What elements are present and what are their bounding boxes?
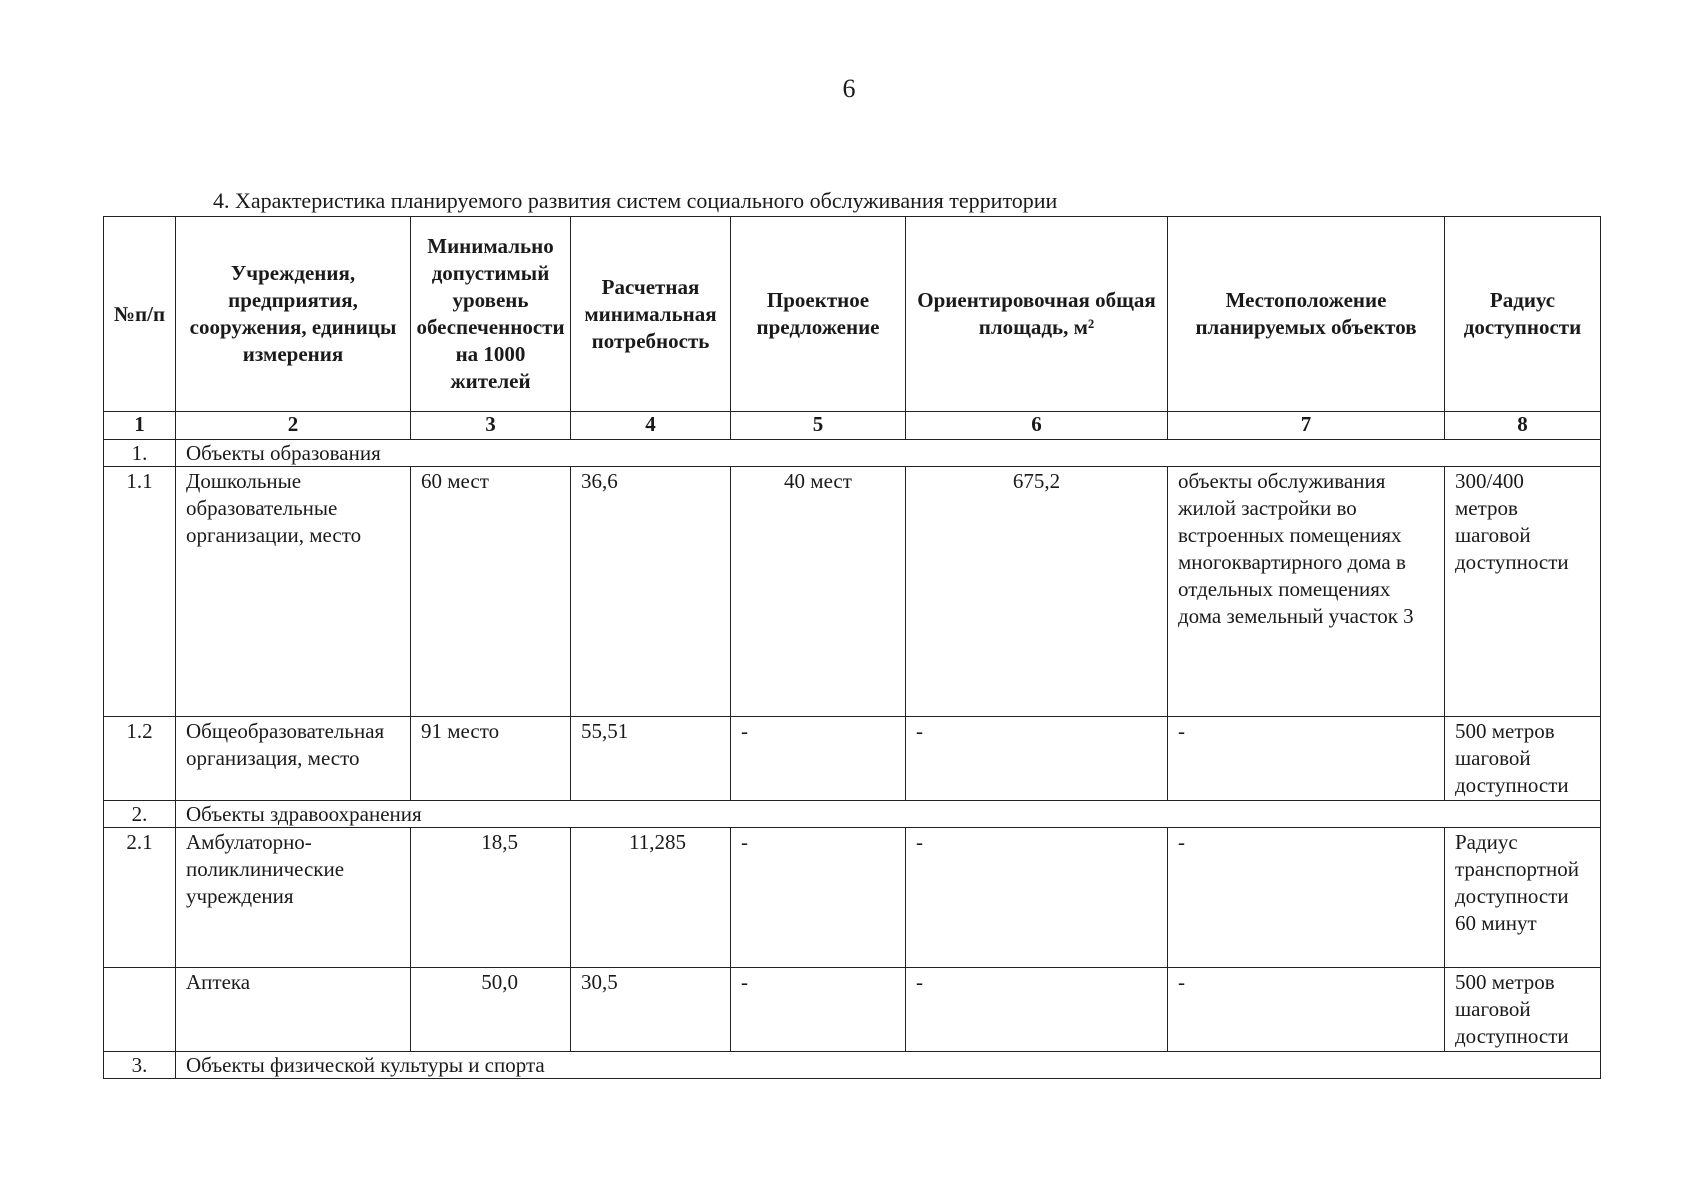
min-level: 18,5 — [411, 828, 571, 968]
section-title: Объекты здравоохранения — [176, 801, 1601, 828]
page-number: 6 — [842, 74, 856, 103]
column-number: 8 — [1445, 412, 1601, 440]
header-location: Местоположение планируемых объектов — [1168, 217, 1445, 412]
calc-need: 36,6 — [571, 467, 731, 717]
social-services-table — [103, 216, 1601, 1079]
proposal: - — [731, 968, 906, 1052]
header-num: №п/п — [104, 217, 176, 412]
radius: 300/400 метров шаговой доступности — [1445, 467, 1601, 717]
column-number: 7 — [1168, 412, 1445, 440]
column-number: 2 — [176, 412, 411, 440]
row-number: 1.1 — [104, 467, 176, 717]
column-number: 5 — [731, 412, 906, 440]
section-number: 1. — [104, 440, 176, 467]
table-row — [104, 968, 1601, 1052]
calc-need: 30,5 — [571, 968, 731, 1052]
table-row — [104, 717, 1601, 801]
min-level: 50,0 — [411, 968, 571, 1052]
institution-name: Дошкольные образовательные организации, место — [176, 467, 411, 717]
institution-name: Амбулаторно-поликлинические учреждения — [176, 828, 411, 968]
section-number: 3. — [104, 1052, 176, 1079]
header-institutions: Учреждения, предприятия, сооружения, единицы измерения — [176, 217, 411, 412]
header-proposal: Проектное предложение — [731, 217, 906, 412]
row-number: 1.2 — [104, 717, 176, 801]
institution-name: Общеобразовательная организация, место — [176, 717, 411, 801]
table-row — [104, 828, 1601, 968]
area: - — [906, 717, 1168, 801]
section-title: Объекты образования — [176, 440, 1601, 467]
section-row-sports — [104, 1052, 1601, 1079]
section-row-education — [104, 440, 1601, 467]
location: - — [1168, 968, 1445, 1052]
table-row — [104, 467, 1601, 717]
location: объекты обслуживания жилой застройки во встроенных помещениях многоквартирного дома в отдельных помещениях дома земельный участок 3 — [1168, 467, 1445, 717]
min-level: 91 место — [411, 717, 571, 801]
proposal: 40 мест — [731, 467, 906, 717]
radius: 500 метров шаговой доступности — [1445, 968, 1601, 1052]
area: - — [906, 828, 1168, 968]
location: - — [1168, 828, 1445, 968]
column-number: 4 — [571, 412, 731, 440]
header-radius: Радиус доступности — [1445, 217, 1601, 412]
location: - — [1168, 717, 1445, 801]
proposal: - — [731, 717, 906, 801]
radius: 500 метров шаговой доступности — [1445, 717, 1601, 801]
column-number: 1 — [104, 412, 176, 440]
radius: Радиус транспортной доступности 60 минут — [1445, 828, 1601, 968]
table-caption: 4. Характеристика планируемого развития систем социального обслуживания территории — [213, 188, 1058, 213]
section-title: Объекты физической культуры и спорта — [176, 1052, 1601, 1079]
column-number: 6 — [906, 412, 1168, 440]
proposal: - — [731, 828, 906, 968]
calc-need: 11,285 — [571, 828, 731, 968]
area: 675,2 — [906, 467, 1168, 717]
column-number: 3 — [411, 412, 571, 440]
header-calc-need: Расчетная минимальная потребность — [571, 217, 731, 412]
institution-name: Аптека — [176, 968, 411, 1052]
min-level: 60 мест — [411, 467, 571, 717]
area: - — [906, 968, 1168, 1052]
header-row — [104, 217, 1601, 412]
section-row-healthcare — [104, 801, 1601, 828]
header-area: Ориентировочная общая площадь, м² — [906, 217, 1168, 412]
calc-need: 55,51 — [571, 717, 731, 801]
header-min-level: Минимально допустимый уровень обеспеченности на 1000 жителей — [411, 217, 571, 412]
section-number: 2. — [104, 801, 176, 828]
row-number: 2.1 — [104, 828, 176, 968]
column-number-row — [104, 412, 1601, 440]
row-number — [104, 968, 176, 1052]
